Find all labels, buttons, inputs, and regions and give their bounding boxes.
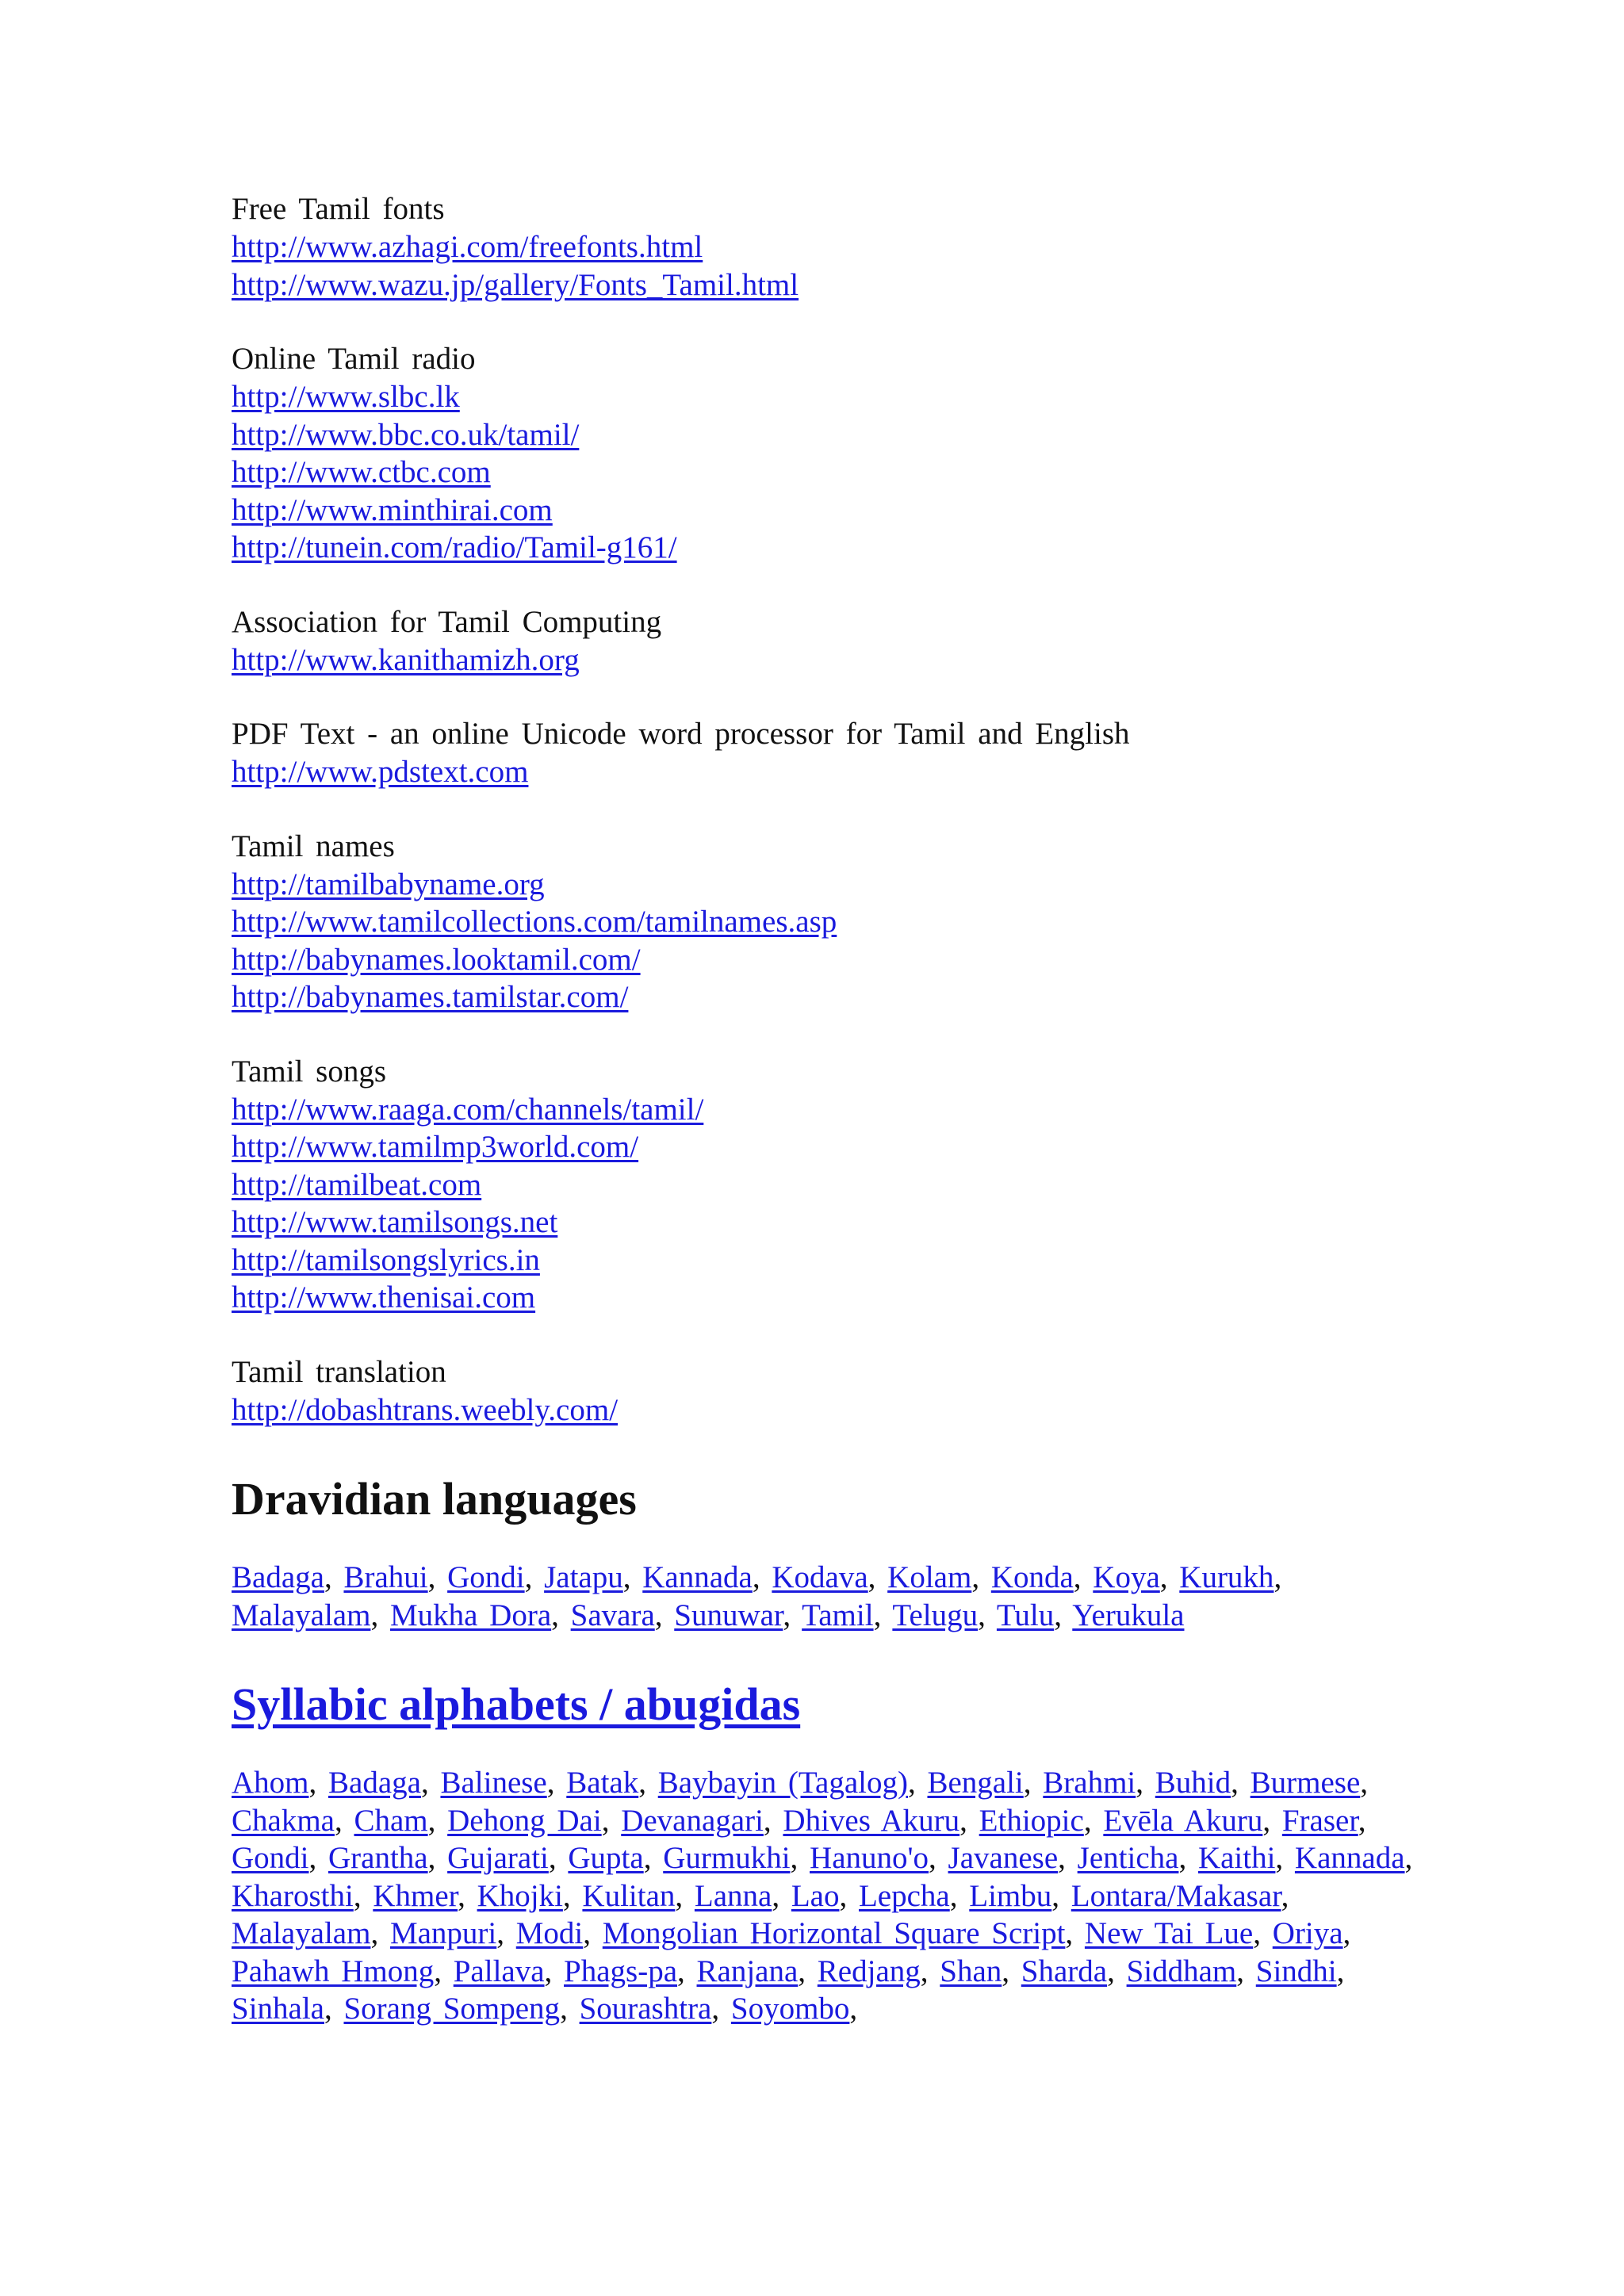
separator: , <box>1051 1878 1059 1913</box>
separator: , <box>1083 1803 1092 1838</box>
document-content <box>232 190 1421 2028</box>
syllabic-script-link[interactable]: Evēla Akuru <box>1103 1803 1263 1838</box>
url-link[interactable]: http://babynames.tamilstar.com/ <box>232 980 629 1014</box>
syllabic-script-link[interactable]: Gurmukhi <box>663 1841 791 1875</box>
separator: , <box>1136 1766 1144 1800</box>
separator: , <box>675 1878 684 1913</box>
separator: , <box>551 1598 559 1632</box>
separator: , <box>427 1560 436 1594</box>
separator: , <box>638 1766 646 1800</box>
syllabic-script-link[interactable]: Gujarati <box>447 1841 549 1875</box>
url-link[interactable]: http://www.thenisai.com <box>232 1280 536 1314</box>
separator: , <box>544 1954 553 1988</box>
syllabic-script-list <box>232 1764 1421 2028</box>
dravidian-language-link[interactable]: Koya <box>1093 1560 1160 1594</box>
dravidian-language-link[interactable]: Badaga <box>232 1560 324 1594</box>
syllabic-script-link[interactable]: Oriya <box>1272 1916 1343 1950</box>
syllabic-script-link[interactable]: Phags-pa <box>564 1954 678 1988</box>
url-link[interactable]: http://www.minthirai.com <box>232 492 553 527</box>
separator: , <box>308 1766 317 1800</box>
syllabic-script-link[interactable]: Sindhi <box>1255 1954 1337 1988</box>
syllabic-script-link[interactable]: Khmer <box>373 1878 458 1913</box>
link-group <box>232 828 1421 1016</box>
separator: , <box>1107 1954 1115 1988</box>
separator: , <box>1054 1598 1062 1632</box>
syllabic-script-link[interactable]: Brahmi <box>1043 1766 1136 1800</box>
syllabic-script-link[interactable]: Khojki <box>477 1878 563 1913</box>
dravidian-language-link[interactable]: Gondi <box>447 1560 525 1594</box>
syllabic-script-link[interactable]: Soyombo <box>730 1992 850 2026</box>
link-group-heading: Association for Tamil Computing <box>232 604 662 639</box>
syllabic-script-link[interactable]: Sorang Sompeng <box>343 1992 561 2026</box>
separator: , <box>1236 1954 1244 1988</box>
separator: , <box>546 1766 555 1800</box>
dravidian-language-link[interactable]: Tamil <box>802 1598 874 1632</box>
dravidian-language-link[interactable]: Savara <box>570 1598 655 1632</box>
url-link[interactable]: http://tunein.com/radio/Tamil-g161/ <box>232 530 677 564</box>
separator: , <box>654 1598 663 1632</box>
separator: , <box>622 1560 631 1594</box>
syllabic-script-link[interactable]: Lao <box>791 1878 840 1913</box>
link-group <box>232 340 1421 567</box>
separator: , <box>907 1766 916 1800</box>
url-link[interactable]: http://dobashtrans.weebly.com/ <box>232 1392 619 1427</box>
syllabic-script-link[interactable]: Dehong Dai <box>447 1803 602 1838</box>
syllabic-script-link[interactable]: Badaga <box>328 1766 421 1800</box>
separator: , <box>583 1916 592 1950</box>
syllabic-script-link[interactable]: Sinhala <box>232 1992 324 2026</box>
syllabic-script-link[interactable]: Batak <box>566 1766 639 1800</box>
separator: , <box>427 1803 436 1838</box>
syllabic-script-link[interactable]: Grantha <box>328 1841 428 1875</box>
syllabic-script-link[interactable]: Malayalam <box>232 1916 371 1950</box>
separator: , <box>548 1841 557 1875</box>
link-group <box>232 1053 1421 1317</box>
separator: , <box>1002 1954 1010 1988</box>
syllabic-script-link[interactable]: Javanese <box>948 1841 1059 1875</box>
separator: , <box>1360 1766 1369 1800</box>
url-link[interactable]: http://www.ctbc.com <box>232 455 491 489</box>
separator: , <box>427 1841 436 1875</box>
syllabic-script-link[interactable]: New Tai Lue <box>1084 1916 1254 1950</box>
dravidian-language-link[interactable]: Kolam <box>887 1560 972 1594</box>
syllabic-script-link[interactable]: Jenticha <box>1077 1841 1179 1875</box>
syllabic-script-link[interactable]: Dhives Akuru <box>783 1803 960 1838</box>
separator: , <box>873 1598 882 1632</box>
syllabic-script-link[interactable]: Bengali <box>927 1766 1024 1800</box>
separator: , <box>929 1841 936 1875</box>
separator: , <box>1023 1766 1032 1800</box>
separator: , <box>1065 1916 1074 1950</box>
dravidian-language-link[interactable]: Sunuwar <box>674 1598 783 1632</box>
separator: , <box>524 1560 533 1594</box>
syllabic-script-link[interactable]: Manpuri <box>389 1916 497 1950</box>
separator: , <box>1253 1916 1261 1950</box>
link-group-heading: Tamil translation <box>232 1354 446 1389</box>
separator: , <box>1231 1766 1239 1800</box>
dravidian-title: Dravidian languages <box>232 1473 637 1525</box>
syllabic-script-link[interactable]: Mongolian Horizontal Square Script <box>602 1916 1066 1950</box>
syllabic-script-link[interactable]: Balinese <box>440 1766 547 1800</box>
syllabic-script-link[interactable]: Devanagari <box>621 1803 764 1838</box>
dravidian-language-link[interactable]: Mukha Dora <box>389 1598 552 1632</box>
syllabic-script-link[interactable]: Ranjana <box>696 1954 799 1988</box>
syllabic-script-link[interactable]: Ahom <box>232 1766 309 1800</box>
link-group-heading: Free Tamil fonts <box>232 192 445 226</box>
separator: , <box>949 1878 958 1913</box>
syllabic-script-link[interactable]: Kaithi <box>1197 1841 1276 1875</box>
separator: , <box>1275 1841 1284 1875</box>
syllabic-script-link[interactable]: Lanna <box>694 1878 772 1913</box>
url-link[interactable]: http://tamilbeat.com <box>232 1167 482 1202</box>
dravidian-language-link[interactable]: Telugu <box>892 1598 979 1632</box>
url-link[interactable]: http://www.raaga.com/channels/tamil/ <box>232 1092 704 1127</box>
syllabic-script-link[interactable]: Ethiopic <box>979 1803 1084 1838</box>
separator: , <box>959 1803 967 1838</box>
dravidian-language-link[interactable]: Brahui <box>343 1560 428 1594</box>
syllabic-script-link[interactable]: Siddham <box>1126 1954 1237 1988</box>
separator: , <box>798 1954 806 1988</box>
separator: , <box>643 1841 652 1875</box>
syllabic-title-link[interactable]: Syllabic alphabets / abugidas <box>232 1678 801 1730</box>
link-groups <box>232 190 1421 1429</box>
link-group <box>232 715 1421 791</box>
separator: , <box>920 1954 929 1988</box>
link-group-heading: PDF Text - an online Unicode word processor for Tamil and English <box>232 717 1130 751</box>
separator: , <box>783 1598 791 1632</box>
syllabic-script-link[interactable]: Fraser <box>1281 1803 1358 1838</box>
link-group <box>232 190 1421 304</box>
separator: , <box>1358 1803 1366 1838</box>
url-link[interactable]: http://tamilbabyname.org <box>232 867 545 901</box>
dravidian-language-list <box>232 1559 1421 1634</box>
link-group-heading: Online Tamil radio <box>232 342 476 376</box>
syllabic-script-link[interactable]: Modi <box>515 1916 584 1950</box>
url-link[interactable]: http://babynames.looktamil.com/ <box>232 942 641 977</box>
url-link[interactable]: http://www.tamilcollections.com/tamilnames.asp <box>232 905 837 939</box>
separator: , <box>601 1803 610 1838</box>
syllabic-script-link[interactable]: Gupta <box>568 1841 644 1875</box>
separator: , <box>1073 1560 1082 1594</box>
link-group <box>232 1353 1421 1429</box>
url-link[interactable]: http://www.slbc.lk <box>232 380 460 414</box>
url-link[interactable]: http://www.pdstext.com <box>232 755 529 789</box>
url-link[interactable]: http://www.tamilmp3world.com/ <box>232 1130 639 1164</box>
syllabic-script-link[interactable]: Limbu <box>969 1878 1052 1913</box>
separator: , <box>1159 1560 1168 1594</box>
dravidian-language-link[interactable]: Malayalam <box>232 1598 371 1632</box>
separator: , <box>839 1878 848 1913</box>
dravidian-language-link[interactable]: Tulu <box>996 1598 1055 1632</box>
separator: , <box>370 1598 379 1632</box>
url-link[interactable]: http://www.bbc.co.uk/tamil/ <box>232 417 580 452</box>
separator: , <box>353 1878 362 1913</box>
syllabic-script-link[interactable]: Hanuno'o <box>810 1841 929 1875</box>
syllabic-script-link[interactable]: Chakma <box>232 1803 335 1838</box>
separator: , <box>790 1841 799 1875</box>
syllabic-script-link[interactable]: Baybayin (Tagalog) <box>657 1766 908 1800</box>
separator: , <box>711 1992 720 2026</box>
url-link[interactable]: http://tamilsongslyrics.in <box>232 1242 540 1277</box>
separator: , <box>334 1803 343 1838</box>
syllabic-script-link[interactable]: Kharosthi <box>232 1878 354 1913</box>
separator: , <box>324 1560 332 1594</box>
separator: , <box>1336 1954 1345 1988</box>
separator: , <box>496 1916 504 1950</box>
syllabic-script-link[interactable]: Shan <box>940 1954 1002 1988</box>
dravidian-language-link[interactable]: Yerukula <box>1072 1598 1185 1632</box>
syllabic-script-link[interactable]: Pahawh Hmong <box>232 1954 435 1988</box>
separator: , <box>677 1954 685 1988</box>
syllabic-script-link[interactable]: Sourashtra <box>579 1992 712 2026</box>
dravidian-language-link[interactable]: Kannada <box>642 1560 753 1594</box>
separator: , <box>849 1992 858 2026</box>
url-link[interactable]: http://www.wazu.jp/gallery/Fonts_Tamil.html <box>232 267 799 302</box>
separator: , <box>772 1878 780 1913</box>
separator: , <box>1281 1878 1289 1913</box>
separator: , <box>458 1878 465 1913</box>
syllabic-script-link[interactable]: Pallava <box>453 1954 545 1988</box>
separator: , <box>978 1598 986 1632</box>
separator: , <box>752 1560 760 1594</box>
url-link[interactable]: http://www.azhagi.com/freefonts.html <box>232 230 703 264</box>
dravidian-language-link[interactable]: Kurukh <box>1179 1560 1274 1594</box>
syllabic-script-link[interactable]: Gondi <box>232 1841 309 1875</box>
separator: , <box>868 1560 876 1594</box>
separator: , <box>971 1560 980 1594</box>
dravidian-language-link[interactable]: Jatapu <box>544 1560 623 1594</box>
syllabic-script-link[interactable]: Kannada <box>1294 1841 1405 1875</box>
separator: , <box>1404 1841 1413 1875</box>
link-group-heading: Tamil songs <box>232 1054 387 1089</box>
dravidian-language-link[interactable]: Konda <box>990 1560 1074 1594</box>
syllabic-script-link[interactable]: Lepcha <box>858 1878 950 1913</box>
separator: , <box>560 1992 568 2026</box>
syllabic-script-link[interactable]: Redjang <box>817 1954 921 1988</box>
separator: , <box>763 1803 772 1838</box>
separator: , <box>1274 1560 1282 1594</box>
syllabic-script-link[interactable]: Cham <box>354 1803 428 1838</box>
dravidian-language-link[interactable]: Kodava <box>772 1560 868 1594</box>
separator: , <box>370 1916 379 1950</box>
separator: , <box>308 1841 317 1875</box>
syllabic-script-link[interactable]: Burmese <box>1250 1766 1361 1800</box>
separator: , <box>324 1992 332 2026</box>
syllabic-script-link[interactable]: Buhid <box>1155 1766 1231 1800</box>
separator: , <box>1058 1841 1066 1875</box>
separator: , <box>1178 1841 1187 1875</box>
url-link[interactable]: http://www.tamilsongs.net <box>232 1205 558 1239</box>
separator: , <box>420 1766 429 1800</box>
link-group <box>232 603 1421 679</box>
separator: , <box>1342 1916 1351 1950</box>
syllabic-script-link[interactable]: Kulitan <box>582 1878 676 1913</box>
syllabic-script-link[interactable]: Sharda <box>1021 1954 1108 1988</box>
syllabic-script-link[interactable]: Lontara/Makasar <box>1071 1878 1281 1913</box>
link-group-heading: Tamil names <box>232 828 395 863</box>
url-link[interactable]: http://www.kanithamizh.org <box>232 642 580 677</box>
separator: , <box>434 1954 442 1988</box>
separator: , <box>1262 1803 1271 1838</box>
separator: , <box>562 1878 571 1913</box>
